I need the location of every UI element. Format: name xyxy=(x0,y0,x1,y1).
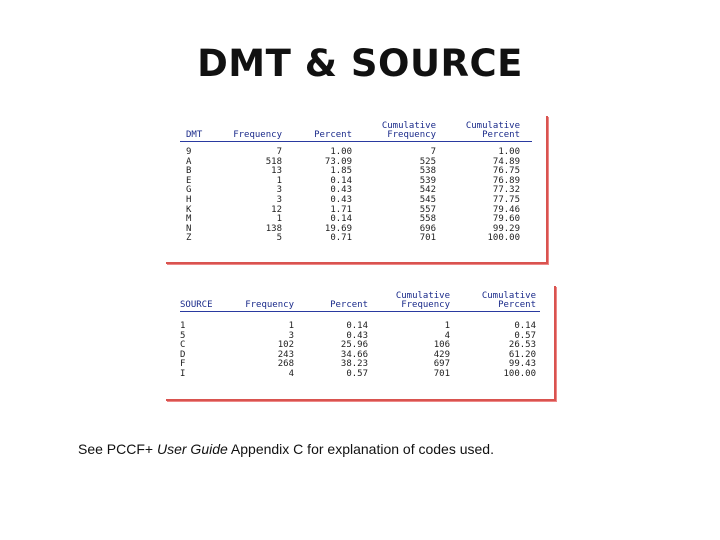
table-cell: 1 xyxy=(276,175,282,186)
table-cell: 1.00 xyxy=(330,147,352,157)
table-row xyxy=(180,215,532,225)
table-cell: 542 xyxy=(419,185,436,196)
table-cell: 525 xyxy=(419,156,436,167)
table-cell: 13 xyxy=(271,166,282,177)
table-row xyxy=(180,234,532,244)
source-frequency-table xyxy=(166,286,556,401)
table-cell: 106 xyxy=(433,340,450,351)
table-cell: 1 xyxy=(444,321,450,331)
column-header: Cumulative Percent xyxy=(481,291,536,310)
table-cell: 1 xyxy=(288,321,294,331)
table-cell: K xyxy=(186,204,192,215)
table-cell: 697 xyxy=(433,359,450,370)
table-cell: 0.57 xyxy=(346,368,368,379)
table-cell: 538 xyxy=(419,166,436,177)
table-cell: 99.29 xyxy=(492,223,520,234)
table-cell: 4 xyxy=(444,330,450,341)
table-cell: 7 xyxy=(430,147,436,157)
column-header: Cumulative Percent xyxy=(465,121,520,140)
table-cell: 61.20 xyxy=(508,349,536,360)
table-cell: D xyxy=(180,349,186,360)
table-cell: 429 xyxy=(433,349,450,360)
table-cell: 138 xyxy=(265,223,282,234)
table-cell: 1.71 xyxy=(330,204,352,215)
table-row xyxy=(180,158,532,168)
table-cell: A xyxy=(186,156,192,167)
table-cell: 0.14 xyxy=(330,214,352,225)
table-row xyxy=(180,167,532,177)
table-cell: 74.89 xyxy=(492,156,520,167)
table-cell: 5 xyxy=(276,233,282,244)
table-cell: 1 xyxy=(180,321,186,331)
dmt-frequency-table xyxy=(166,116,548,264)
table-cell: 1.85 xyxy=(330,166,352,177)
table-row xyxy=(180,196,532,206)
table-row xyxy=(180,148,532,158)
table-cell: G xyxy=(186,185,192,196)
table-cell: 5 xyxy=(180,330,186,341)
table-cell: 268 xyxy=(277,359,294,370)
table-cell: 25.96 xyxy=(340,340,368,351)
table-cell: 100.00 xyxy=(503,368,536,379)
column-header: Percent xyxy=(330,300,368,310)
table-cell: 77.75 xyxy=(492,194,520,205)
table-cell: 1 xyxy=(276,214,282,225)
table-cell: 0.14 xyxy=(330,175,352,186)
table-cell: 79.46 xyxy=(492,204,520,215)
table-cell: 701 xyxy=(433,368,450,379)
table-cell: 0.71 xyxy=(330,233,352,244)
table-cell: 545 xyxy=(419,194,436,205)
table-cell: F xyxy=(180,359,186,370)
column-header: DMT xyxy=(186,130,203,140)
note-italic: User Guide xyxy=(156,441,228,457)
table-cell: 0.43 xyxy=(330,185,352,196)
table-cell: 76.89 xyxy=(492,175,520,186)
column-header: Frequency xyxy=(245,300,294,310)
table-cell: B xyxy=(186,166,192,177)
source-table-body xyxy=(180,290,540,380)
column-header: Cumulative Frequency xyxy=(395,291,450,310)
table-cell: 0.14 xyxy=(514,321,536,331)
table-cell: 7 xyxy=(276,147,282,157)
table-header xyxy=(180,120,532,140)
page-title: DMT & SOURCE xyxy=(197,42,523,85)
table-cell: 26.53 xyxy=(508,340,536,351)
table-cell: 3 xyxy=(288,330,294,341)
table-cell: 76.75 xyxy=(492,166,520,177)
table-header xyxy=(180,290,540,310)
table-cell: 4 xyxy=(288,368,294,379)
table-cell: 539 xyxy=(419,175,436,186)
table-cell: 19.69 xyxy=(324,223,352,234)
column-header: Cumulative Frequency xyxy=(381,121,436,140)
table-cell: E xyxy=(186,175,192,186)
table-cell: 518 xyxy=(265,156,282,167)
table-cell: Z xyxy=(186,233,192,244)
table-cell: 79.60 xyxy=(492,214,520,225)
table-cell: 102 xyxy=(277,340,294,351)
table-cell: 34.66 xyxy=(340,349,368,360)
table-cell: 9 xyxy=(186,147,192,157)
table-cell: 0.43 xyxy=(346,330,368,341)
table-cell: 1.00 xyxy=(498,147,520,157)
table-row xyxy=(180,370,540,380)
guide-note xyxy=(78,441,494,457)
table-row xyxy=(180,225,532,235)
table-row xyxy=(180,177,532,187)
table-cell: 0.14 xyxy=(346,321,368,331)
table-row xyxy=(180,206,532,216)
dmt-table-body xyxy=(180,120,532,244)
table-cell: 558 xyxy=(419,214,436,225)
table-cell: 0.43 xyxy=(330,194,352,205)
table-cell: 701 xyxy=(419,233,436,244)
table-cell: C xyxy=(180,340,186,351)
column-header: Percent xyxy=(314,130,352,140)
table-cell: I xyxy=(180,368,186,379)
header-rule xyxy=(180,141,532,142)
table-cell: 100.00 xyxy=(487,233,520,244)
table-cell: 77.32 xyxy=(492,185,520,196)
table-cell: 557 xyxy=(419,204,436,215)
table-cell: 243 xyxy=(277,349,294,360)
table-cell: 73.09 xyxy=(324,156,352,167)
column-header: Frequency xyxy=(233,130,282,140)
table-cell: 99.43 xyxy=(508,359,536,370)
note-prefix: See PCCF+ xyxy=(78,441,157,457)
table-cell: M xyxy=(186,214,192,225)
table-cell: 38.23 xyxy=(340,359,368,370)
table-cell: 696 xyxy=(419,223,436,234)
table-cell: H xyxy=(186,194,192,205)
table-cell: 3 xyxy=(276,185,282,196)
column-header: SOURCE xyxy=(180,300,213,310)
note-suffix: Appendix C for explanation of codes used. xyxy=(227,441,494,457)
table-cell: N xyxy=(186,223,192,234)
table-cell: 12 xyxy=(271,204,282,215)
table-row xyxy=(180,186,532,196)
table-cell: 3 xyxy=(276,194,282,205)
header-rule xyxy=(180,311,540,312)
table-cell: 0.57 xyxy=(514,330,536,341)
